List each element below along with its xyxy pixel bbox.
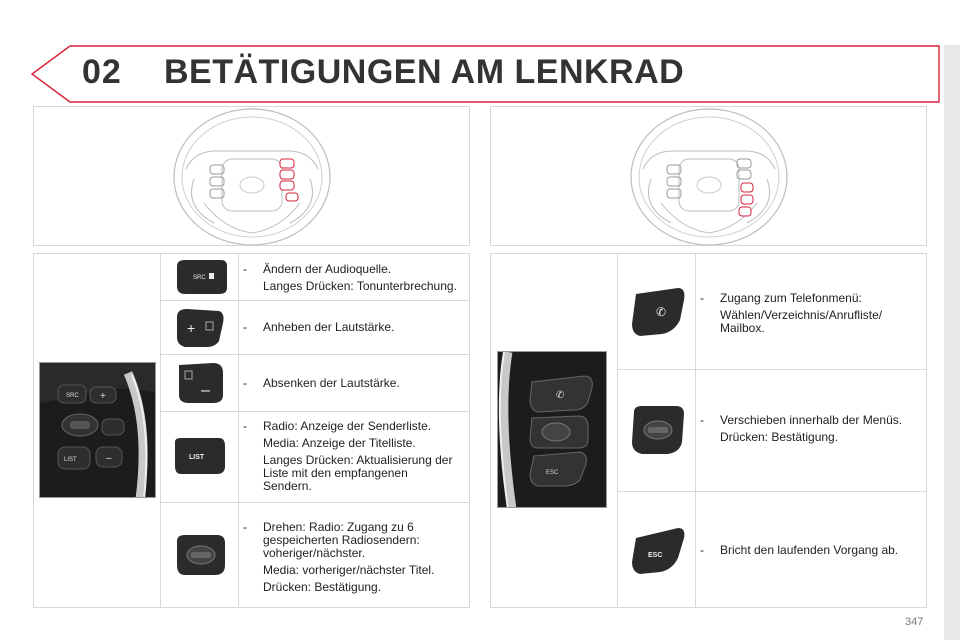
- src-icon-label: SRC: [193, 275, 206, 281]
- thumbwheel-line-1: - Drehen: Radio: Zugang zu 6 gespeicherten Radiosendern: voheriger/nächster.: [243, 520, 420, 560]
- menu-wheel-thumb-cell: [618, 370, 696, 491]
- volume-down-thumb-cell: [161, 355, 239, 411]
- svg-text:–: –: [106, 453, 112, 464]
- control-row-volume-down: [161, 355, 470, 412]
- menu-wheel-description: [696, 370, 926, 491]
- left-controls-table: [33, 253, 470, 608]
- thumbwheel-line-2: Media: vorheriger/nächster Titel.: [263, 563, 435, 577]
- right-controls-table: [490, 253, 927, 608]
- esc-description: [696, 492, 926, 608]
- control-row-phone: [618, 254, 927, 370]
- control-row-src: [161, 254, 470, 301]
- page-title: BETÄTIGUNGEN AM LENKRAD: [164, 53, 685, 91]
- steering-wheel-diagram-right: [490, 106, 927, 246]
- right-buttons-photo-illustration: [498, 352, 607, 508]
- left-buttons-photo-illustration: [40, 363, 156, 498]
- control-row-volume-up: [161, 301, 470, 355]
- menu-thumbwheel-icon: [626, 404, 688, 456]
- src-mute-button-icon: [171, 258, 229, 296]
- svg-text:✆: ✆: [656, 305, 667, 319]
- volume-down-button-icon: [173, 361, 227, 405]
- svg-text:–: –: [201, 382, 210, 399]
- phone-button-icon: [626, 284, 688, 338]
- phone-thumb-cell: [618, 254, 696, 369]
- list-line-3: Langes Drücken: Aktualisierung der Liste mit den empfangenen Sendern.: [263, 453, 453, 493]
- right-buttons-photo: [497, 351, 607, 508]
- steering-wheel-diagram-left: [33, 106, 470, 246]
- right-overview-photo-cell: [491, 254, 618, 607]
- photo-label-src: SRC: [66, 393, 79, 399]
- side-tab-strip: [944, 45, 960, 640]
- src-button-thumb-cell: [161, 254, 239, 300]
- svg-text:✆: ✆: [556, 390, 565, 401]
- thumbwheel-line-3: Drücken: Bestätigung.: [263, 580, 382, 594]
- list-line-2: Media: Anzeige der Titelliste.: [263, 436, 416, 450]
- list-description: [239, 412, 469, 502]
- volume-up-line-1: - Anheben der Lautstärke.: [243, 320, 395, 334]
- steering-wheel-right-illustration: [491, 107, 928, 247]
- page-header: [30, 45, 940, 103]
- list-button-icon: [171, 436, 229, 476]
- src-line-1: - Ändern der Audioquelle.: [243, 262, 392, 276]
- esc-icon-label: ESC: [648, 552, 663, 559]
- chapter-number: 02: [82, 53, 122, 91]
- phone-description: [696, 254, 926, 369]
- photo-label-esc: ESC: [546, 470, 559, 476]
- esc-line-1: - Bricht den laufenden Vorgang ab.: [700, 543, 899, 557]
- steering-wheel-left-illustration: [34, 107, 471, 247]
- volume-down-description: [239, 355, 469, 411]
- control-row-list: [161, 412, 470, 503]
- left-buttons-photo: [39, 362, 156, 498]
- control-row-thumbwheel: [161, 503, 470, 608]
- list-thumb-cell: [161, 412, 239, 502]
- thumbwheel-thumb-cell: [161, 503, 239, 608]
- volume-up-thumb-cell: [161, 301, 239, 354]
- phone-line-2: Wählen/Verzeichnis/Anrufliste/ Mailbox.: [720, 308, 883, 335]
- menu-wheel-line-1: - Verschieben innerhalb der Menüs.: [700, 413, 903, 427]
- list-line-1: - Radio: Anzeige der Senderliste.: [243, 419, 432, 433]
- menu-wheel-line-2: Drücken: Bestätigung.: [720, 430, 839, 444]
- control-row-esc: [618, 492, 927, 608]
- control-row-menu-wheel: [618, 370, 927, 492]
- volume-down-line-1: - Absenken der Lautstärke.: [243, 376, 400, 390]
- thumbwheel-icon: [171, 533, 229, 577]
- src-description: [239, 254, 469, 300]
- volume-up-button-icon: [173, 307, 227, 349]
- photo-label-list: LIST: [64, 457, 77, 463]
- list-icon-label: LIST: [189, 454, 205, 461]
- svg-text:+: +: [187, 320, 196, 336]
- volume-up-description: [239, 301, 469, 354]
- left-overview-photo-cell: [34, 254, 161, 607]
- esc-thumb-cell: [618, 492, 696, 608]
- phone-line-1: - Zugang zum Telefonmenü:: [700, 291, 862, 305]
- esc-button-icon: [626, 524, 688, 576]
- svg-text:+: +: [100, 391, 106, 402]
- src-line-2: Langes Drücken: Tonunterbrechung.: [263, 279, 457, 293]
- thumbwheel-description: [239, 503, 469, 608]
- page-number: 347: [905, 616, 924, 628]
